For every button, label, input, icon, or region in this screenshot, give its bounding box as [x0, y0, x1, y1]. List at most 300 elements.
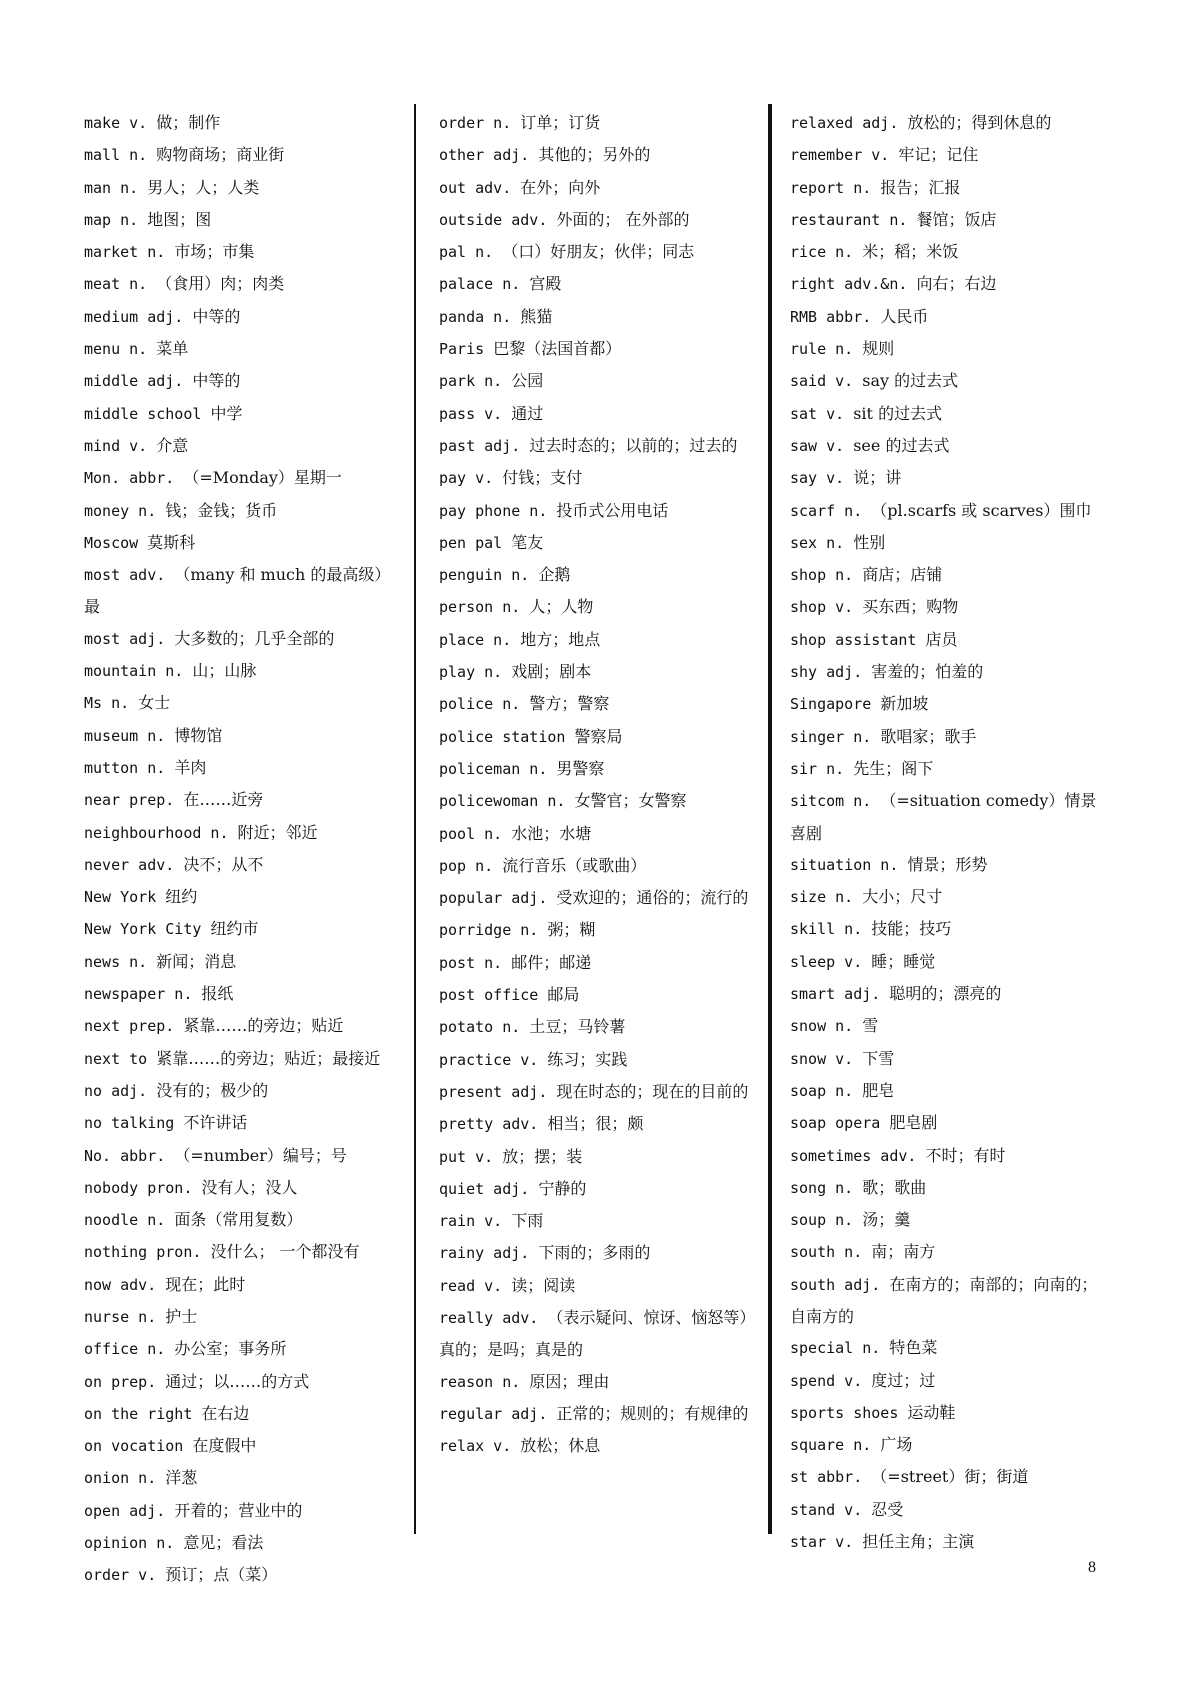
- entry-meaning: 博物馆: [174, 725, 223, 745]
- vocab-entry: [439, 818, 761, 850]
- entry-word: soap n.: [790, 1081, 863, 1100]
- vocab-entry: [790, 559, 1110, 591]
- entry-meaning: 现在；此时: [165, 1274, 246, 1294]
- vocab-entry: [439, 527, 761, 559]
- vocab-entry: [84, 1010, 402, 1042]
- entry-meaning: 歌唱家；歌手: [880, 726, 977, 746]
- entry-word: middle adj.: [84, 372, 193, 391]
- vocab-entry: [84, 881, 402, 913]
- vocab-entry: [790, 1461, 1110, 1493]
- entry-meaning: 紧靠……的旁边；贴近；最接近: [156, 1048, 381, 1068]
- vocab-entry: [439, 1044, 761, 1076]
- entry-meaning: 宁静的: [538, 1178, 587, 1198]
- vocab-entry: [790, 721, 1110, 753]
- entry-word: police station: [439, 727, 575, 746]
- entry-meaning: 公园: [511, 371, 544, 391]
- entry-meaning: 其他的；另外的: [538, 145, 651, 165]
- entry-word: regular adj.: [439, 1404, 557, 1423]
- entry-word: soap opera: [790, 1114, 890, 1133]
- entry-word: mall n.: [84, 146, 157, 165]
- entry-meaning: 练习；实践: [547, 1049, 628, 1069]
- vocab-entry: [84, 849, 402, 881]
- entry-meaning: 在……近旁: [183, 790, 264, 810]
- entry-word: sitcom n.: [790, 792, 881, 811]
- entry-word: relax v.: [439, 1437, 521, 1456]
- vocab-entry: [790, 107, 1110, 139]
- entry-word: open adj.: [84, 1501, 175, 1520]
- vocab-entry: [790, 365, 1110, 397]
- vocab-entry: [790, 430, 1110, 462]
- vocab-entry: [84, 784, 402, 816]
- entry-meaning: （=street）街；街道: [871, 1467, 1029, 1487]
- entry-meaning: 放；摆；装: [502, 1146, 583, 1166]
- entry-meaning: 肥皂: [862, 1080, 895, 1100]
- entry-word: next to: [84, 1049, 157, 1068]
- entry-meaning: say 的过去式: [862, 371, 959, 391]
- entry-word: nurse n.: [84, 1307, 166, 1326]
- entry-word: other adj.: [439, 146, 539, 165]
- entry-meaning: 警察局: [574, 726, 623, 746]
- entry-meaning: （many 和 much 的最高级）最: [84, 565, 391, 617]
- vocab-entry: [790, 1172, 1110, 1204]
- vocab-entry: [84, 1301, 402, 1333]
- entry-meaning: 预订；点（菜）: [165, 1565, 278, 1585]
- entry-meaning: 南；南方: [871, 1242, 936, 1262]
- entry-word: sleep v.: [790, 952, 872, 971]
- entry-meaning: 聪明的；漂亮的: [889, 984, 1002, 1004]
- entry-word: practice v.: [439, 1050, 548, 1069]
- entry-word: popular adj.: [439, 889, 557, 908]
- entry-meaning: 向右；右边: [916, 274, 997, 294]
- vocab-entry: [790, 624, 1110, 656]
- entry-word: near prep.: [84, 791, 184, 810]
- vocab-entry: [790, 1043, 1110, 1075]
- entry-meaning: 没有人；没人: [201, 1177, 298, 1197]
- vocab-entry: [439, 1173, 761, 1205]
- vocab-entry: [439, 398, 761, 430]
- entry-meaning: 情景；形势: [907, 854, 988, 874]
- entry-word: on the right: [84, 1404, 202, 1423]
- entry-meaning: 市场；市集: [174, 242, 255, 262]
- entry-word: spend v.: [790, 1371, 872, 1390]
- entry-word: nobody pron.: [84, 1178, 202, 1197]
- entry-meaning: 通过: [511, 403, 544, 423]
- vocab-entry: [84, 430, 402, 462]
- entry-word: remember v.: [790, 146, 899, 165]
- entry-meaning: 办公室；事务所: [174, 1339, 287, 1359]
- entry-word: most adj.: [84, 629, 175, 648]
- entry-meaning: 大多数的；几乎全部的: [174, 628, 335, 648]
- entry-word: said v.: [790, 372, 863, 391]
- vocab-entry: [84, 946, 402, 978]
- vocab-entry: [790, 333, 1110, 365]
- entry-meaning: 意见；看法: [183, 1533, 264, 1553]
- vocab-entry: [84, 1172, 402, 1204]
- entry-word: pool n.: [439, 824, 512, 843]
- vocab-entry: [84, 559, 402, 623]
- vocab-entry: [439, 882, 761, 914]
- entry-meaning: 没什么； 一个都没有: [210, 1242, 360, 1262]
- vocab-entry: [439, 172, 761, 204]
- entry-word: meat n.: [84, 275, 157, 294]
- entry-word: sex n.: [790, 533, 854, 552]
- entry-word: middle school: [84, 404, 211, 423]
- vocab-entry: [439, 624, 761, 656]
- entry-word: sir n.: [790, 759, 854, 778]
- entry-word: soup n.: [790, 1211, 863, 1230]
- vocab-entry: [790, 753, 1110, 785]
- entry-word: shop v.: [790, 598, 863, 617]
- entry-meaning: 警方；警察: [529, 694, 610, 714]
- vocab-column-3: [790, 107, 1110, 1558]
- entry-meaning: （pl.scarfs 或 scarves）围巾: [871, 500, 1092, 520]
- vocab-entry: [439, 1141, 761, 1173]
- entry-meaning: 读；阅读: [511, 1275, 576, 1295]
- vocab-entry: [84, 1495, 402, 1527]
- entry-meaning: 护士: [165, 1306, 198, 1326]
- entry-word: sat v.: [790, 404, 854, 423]
- entry-meaning: 现在时态的；现在的目前的: [556, 1081, 749, 1101]
- entry-word: noodle n.: [84, 1211, 175, 1230]
- entry-word: panda n.: [439, 307, 521, 326]
- entry-meaning: 新加坡: [880, 694, 929, 714]
- vocab-entry: [84, 527, 402, 559]
- vocab-entry: [790, 495, 1110, 527]
- entry-meaning: 正常的；规则的；有规律的: [556, 1403, 749, 1423]
- vocab-entry: [790, 301, 1110, 333]
- entry-word: museum n.: [84, 726, 175, 745]
- entry-word: size n.: [790, 888, 863, 907]
- entry-meaning: 女警官；女警察: [574, 791, 687, 811]
- entry-word: market n.: [84, 243, 175, 262]
- vocab-column-2: [439, 107, 761, 1462]
- entry-meaning: 报告；汇报: [880, 177, 961, 197]
- entry-word: Ms n.: [84, 694, 139, 713]
- entry-word: mutton n.: [84, 758, 175, 777]
- vocab-entry: [790, 849, 1110, 881]
- entry-meaning: （食用）肉；肉类: [156, 274, 285, 294]
- vocab-entry: [439, 656, 761, 688]
- vocab-entry: [439, 107, 761, 139]
- entry-meaning: 放松；休息: [520, 1436, 601, 1456]
- vocab-entry: [439, 753, 761, 785]
- vocab-entry: [439, 688, 761, 720]
- entry-word: post n.: [439, 953, 512, 972]
- entry-word: really adv.: [439, 1308, 548, 1327]
- entry-word: snow v.: [790, 1049, 863, 1068]
- entry-meaning: 餐馆；饭店: [916, 209, 997, 229]
- vocab-entry: [84, 752, 402, 784]
- vocab-entry: [439, 1398, 761, 1430]
- entry-meaning: sit 的过去式: [853, 403, 943, 423]
- entry-word: smart adj.: [790, 985, 890, 1004]
- vocab-entry: [790, 1010, 1110, 1042]
- vocab-entry: [790, 881, 1110, 913]
- vocab-entry: [84, 1462, 402, 1494]
- vocab-entry: [790, 236, 1110, 268]
- vocab-entry: [439, 204, 761, 236]
- entry-word: st abbr.: [790, 1468, 872, 1487]
- entry-meaning: 过去时态的；以前的；过去的: [529, 435, 738, 455]
- entry-meaning: 在度假中: [192, 1436, 257, 1456]
- entry-meaning: 广场: [880, 1435, 913, 1455]
- entry-meaning: 中学: [210, 403, 243, 423]
- entry-word: nothing pron.: [84, 1243, 211, 1262]
- entry-word: order n.: [439, 114, 521, 132]
- entry-word: star v.: [790, 1533, 863, 1552]
- entry-word: square n.: [790, 1436, 881, 1455]
- entry-meaning: 山；山脉: [192, 661, 257, 681]
- entry-word: quiet adj.: [439, 1179, 539, 1198]
- entry-meaning: 睡；睡觉: [871, 951, 936, 971]
- entry-word: policewoman n.: [439, 792, 575, 811]
- entry-word: New York City: [84, 920, 211, 939]
- vocab-entry: [439, 1076, 761, 1108]
- entry-meaning: 忍受: [871, 1499, 904, 1519]
- vocab-entry: [439, 365, 761, 397]
- entry-meaning: 商店；店铺: [862, 565, 943, 585]
- entry-meaning: 歌；歌曲: [862, 1177, 927, 1197]
- entry-meaning: 在外；向外: [520, 177, 601, 197]
- entry-word: situation n.: [790, 855, 908, 874]
- entry-meaning: 说；讲: [853, 468, 902, 488]
- entry-meaning: （表示疑问、惊讶、恼怒等）真的；是吗；真是的: [439, 1307, 756, 1360]
- entry-meaning: 莫斯科: [147, 532, 196, 552]
- entry-meaning: 特色菜: [889, 1338, 938, 1358]
- entry-word: potato n.: [439, 1018, 530, 1037]
- vocab-entry: [790, 1429, 1110, 1461]
- entry-word: onion n.: [84, 1469, 166, 1488]
- vocab-entry: [439, 1011, 761, 1043]
- vocab-entry: [790, 139, 1110, 171]
- entry-meaning: 熊猫: [520, 306, 553, 326]
- entry-word: order v.: [84, 1566, 166, 1585]
- entry-word: scarf n.: [790, 501, 872, 520]
- entry-word: RMB abbr.: [790, 307, 881, 326]
- entry-meaning: 原因；理由: [529, 1371, 610, 1391]
- vocab-entry: [790, 1269, 1110, 1333]
- vocab-entry: [439, 559, 761, 591]
- entry-meaning: 洋葱: [165, 1468, 198, 1488]
- entry-word: shop n.: [790, 566, 863, 585]
- entry-meaning: 技能；技巧: [871, 919, 952, 939]
- entry-word: special n.: [790, 1339, 890, 1358]
- entry-word: pay phone n.: [439, 501, 557, 520]
- vocab-entry: [790, 1107, 1110, 1139]
- vocab-entry: [84, 978, 402, 1010]
- entry-meaning: 米；稻；米饭: [862, 242, 959, 262]
- vocab-entry: [84, 1398, 402, 1430]
- entry-word: pay v.: [439, 469, 503, 488]
- entry-meaning: 度过；过: [871, 1370, 936, 1390]
- entry-meaning: 戏剧；剧本: [511, 662, 592, 682]
- entry-meaning: 男人；人；人类: [147, 177, 260, 197]
- entry-word: Moscow: [84, 533, 148, 552]
- entry-word: put v.: [439, 1147, 503, 1166]
- vocab-entry: [439, 139, 761, 171]
- vocab-entry: [84, 333, 402, 365]
- vocab-entry: [439, 721, 761, 753]
- vocab-entry: [439, 850, 761, 882]
- vocab-entry: [439, 333, 761, 365]
- entry-word: mountain n.: [84, 662, 193, 681]
- entry-meaning: 附近；邻近: [237, 822, 318, 842]
- vocab-entry: [790, 1236, 1110, 1268]
- entry-word: pretty adv.: [439, 1115, 548, 1134]
- entry-meaning: see 的过去式: [853, 435, 950, 455]
- entry-word: news n.: [84, 952, 157, 971]
- entry-meaning: 运动鞋: [907, 1402, 956, 1422]
- entry-word: no talking: [84, 1114, 184, 1133]
- vocab-entry: [84, 1366, 402, 1398]
- vocab-entry: [790, 1140, 1110, 1172]
- entry-word: porridge n.: [439, 921, 548, 940]
- entry-meaning: 流行音乐（或歌曲）: [502, 855, 647, 875]
- entry-word: newspaper n.: [84, 985, 202, 1004]
- entry-meaning: 雪: [862, 1016, 879, 1036]
- vocab-entry: [790, 688, 1110, 720]
- entry-word: sometimes adv.: [790, 1146, 926, 1165]
- entry-word: mind v.: [84, 436, 157, 455]
- entry-meaning: 牢记；记住: [898, 145, 979, 165]
- vocab-entry: [439, 1302, 761, 1366]
- entry-word: out adv.: [439, 178, 521, 197]
- entry-word: map n.: [84, 210, 148, 229]
- entry-meaning: 订单；订货: [520, 113, 601, 132]
- entry-word: man n.: [84, 178, 148, 197]
- vocab-entry: [790, 398, 1110, 430]
- entry-meaning: 邮局: [547, 985, 580, 1005]
- entry-meaning: 宫殿: [529, 274, 562, 294]
- vocab-entry: [439, 591, 761, 623]
- entry-meaning: 害羞的；怕羞的: [871, 662, 984, 682]
- entry-meaning: 介意: [156, 435, 189, 455]
- vocab-entry: [790, 913, 1110, 945]
- entry-word: shop assistant: [790, 630, 926, 649]
- vocab-entry: [790, 268, 1110, 300]
- entry-meaning: 先生；阁下: [853, 758, 934, 778]
- vocab-entry: [439, 1366, 761, 1398]
- entry-meaning: 放松的；得到休息的: [907, 113, 1052, 132]
- entry-word: money n.: [84, 501, 166, 520]
- vocab-entry: [439, 462, 761, 494]
- entry-word: report n.: [790, 178, 881, 197]
- vocab-entry: [439, 979, 761, 1011]
- entry-meaning: 新闻；消息: [156, 951, 237, 971]
- entry-word: never adv.: [84, 855, 184, 874]
- entry-word: skill n.: [790, 920, 872, 939]
- entry-meaning: 巴黎（法国首都）: [493, 339, 622, 359]
- vocab-entry: [84, 462, 402, 494]
- vocab-entry: [84, 139, 402, 171]
- vocab-entry: [84, 1559, 402, 1591]
- vocab-entry: [790, 462, 1110, 494]
- entry-meaning: 肥皂剧: [889, 1113, 938, 1133]
- page-number: 8: [1088, 1559, 1096, 1576]
- entry-meaning: 在右边: [201, 1403, 250, 1423]
- entry-word: pop n.: [439, 856, 503, 875]
- entry-word: person n.: [439, 598, 530, 617]
- vocab-entry: [84, 1204, 402, 1236]
- entry-word: park n.: [439, 372, 512, 391]
- entry-word: reason n.: [439, 1372, 530, 1391]
- entry-word: penguin n.: [439, 566, 539, 585]
- entry-meaning: 面条（常用复数）: [174, 1210, 303, 1230]
- entry-meaning: 相当；很；颇: [547, 1114, 644, 1134]
- entry-word: rice n.: [790, 243, 863, 262]
- vocab-entry: [790, 785, 1110, 849]
- entry-meaning: 地方；地点: [520, 629, 601, 649]
- vocab-entry: [790, 1204, 1110, 1236]
- entry-meaning: 下雨的；多雨的: [538, 1243, 651, 1263]
- vocab-entry: [84, 623, 402, 655]
- entry-word: past adj.: [439, 436, 530, 455]
- entry-meaning: 下雨: [511, 1211, 544, 1231]
- entry-word: most adv.: [84, 566, 175, 585]
- vocab-entry: [439, 914, 761, 946]
- entry-meaning: （=Monday）星期一: [183, 468, 342, 488]
- entry-meaning: 地图；图: [147, 209, 212, 229]
- entry-word: medium adj.: [84, 307, 193, 326]
- vocab-entry: [439, 1205, 761, 1237]
- vocab-entry: [84, 1236, 402, 1268]
- entry-meaning: 下雪: [862, 1048, 895, 1068]
- entry-word: on vocation: [84, 1437, 193, 1456]
- entry-meaning: 邮件；邮递: [511, 952, 592, 972]
- entry-word: opinion n.: [84, 1534, 184, 1553]
- vocab-entry: [84, 687, 402, 719]
- entry-meaning: 开着的；营业中的: [174, 1500, 303, 1520]
- entry-meaning: 性别: [853, 532, 886, 552]
- entry-meaning: 店员: [925, 629, 958, 649]
- entry-meaning: 菜单: [156, 339, 189, 359]
- entry-meaning: 笔友: [511, 532, 544, 552]
- vocab-entry: [790, 527, 1110, 559]
- vocab-entry: [439, 947, 761, 979]
- vocab-entry: [790, 978, 1110, 1010]
- vocab-entry: [84, 817, 402, 849]
- entry-word: singer n.: [790, 727, 881, 746]
- vocab-entry: [84, 1527, 402, 1559]
- entry-meaning: 紧靠……的旁边；贴近: [183, 1016, 344, 1036]
- entry-meaning: 女士: [138, 693, 171, 713]
- vocab-entry: [439, 236, 761, 268]
- entry-meaning: 纽约市: [210, 919, 259, 939]
- entry-meaning: 土豆；马铃薯: [529, 1017, 626, 1037]
- entry-meaning: 羊肉: [174, 757, 207, 777]
- entry-word: place n.: [439, 630, 521, 649]
- vocab-entry: [84, 1075, 402, 1107]
- entry-meaning: 汤；羹: [862, 1210, 911, 1230]
- vocab-entry: [790, 591, 1110, 623]
- vocab-entry: [439, 1430, 761, 1462]
- vocab-entry: [84, 720, 402, 752]
- entry-word: now adv.: [84, 1275, 166, 1294]
- entry-meaning: 粥；糊: [547, 920, 596, 940]
- entry-meaning: 男警察: [556, 758, 605, 778]
- entry-meaning: 中等的: [192, 306, 241, 326]
- entry-word: right adv.&n.: [790, 275, 917, 294]
- entry-meaning: 钱；金钱；货币: [165, 500, 278, 520]
- vocab-entry: [84, 365, 402, 397]
- vocab-entry: [84, 1043, 402, 1075]
- entry-word: saw v.: [790, 436, 854, 455]
- vocab-entry: [790, 204, 1110, 236]
- vocab-entry: [84, 655, 402, 687]
- entry-meaning: 企鹅: [538, 565, 571, 585]
- vocab-entry: [790, 1075, 1110, 1107]
- vocab-entry: [439, 1108, 761, 1140]
